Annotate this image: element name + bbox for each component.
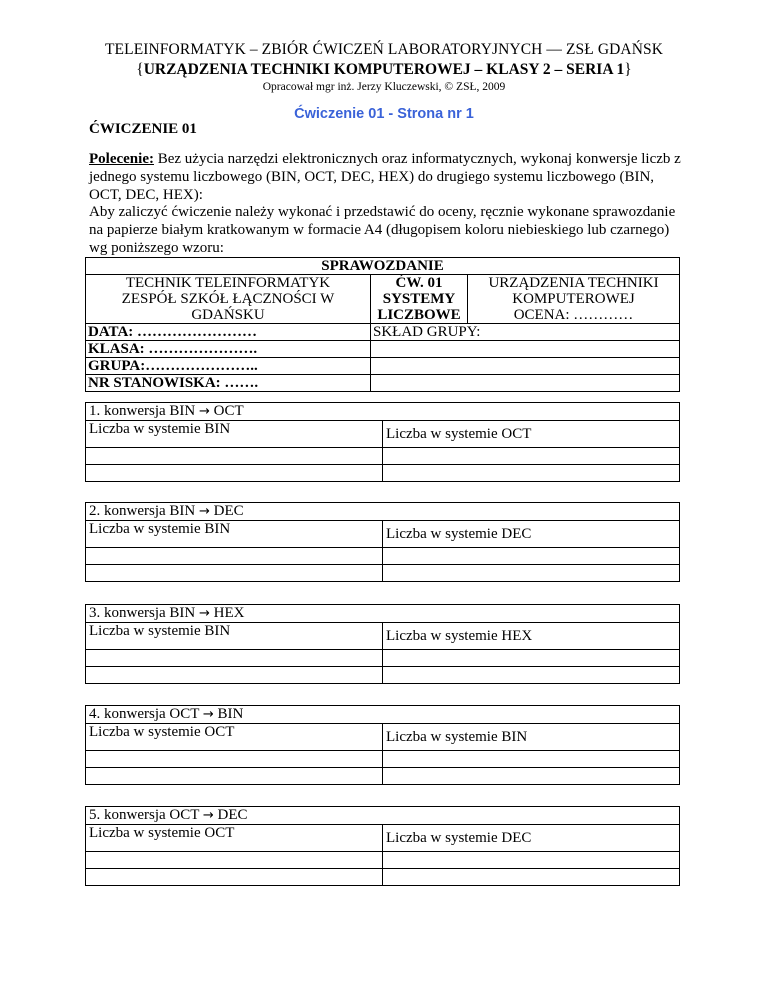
answer-cell — [383, 565, 680, 582]
conversion-block-5 — [85, 806, 680, 886]
school-line: ZESPÓŁ SZKÓŁ ŁĄCZNOŚCI W — [121, 291, 335, 307]
exercise-heading: ĆWICZENIE 01 — [89, 121, 197, 137]
conversion-title-suffix: HEX — [213, 605, 245, 621]
report-group: GRUPA:………………….. — [86, 358, 371, 375]
answer-cell — [86, 869, 383, 886]
conversion-title-prefix: 1. konwersja BIN — [89, 403, 196, 419]
exercise-line: SYSTEMY — [382, 291, 456, 307]
answer-cell — [383, 667, 680, 684]
answer-cell — [86, 465, 383, 482]
exercise-line: LICZBOWE — [377, 307, 461, 323]
right-label-text: Liczba w systemie DEC — [386, 526, 532, 542]
conversion-title-prefix: 2. konwersja BIN — [89, 503, 196, 519]
conversion-title — [86, 605, 680, 623]
school-line: TECHNIK TELEINFORMATYK — [125, 275, 331, 291]
instructions-text-1: Bez użycia narzędzi elektronicznych oraz informatycznych, wykonaj konwersje liczb z jednego systemu liczbowego (BIN, OCT, DEC, HEX) do drugiego systemu liczbowego (BIN, OCT, DEC, HEX): — [89, 151, 681, 203]
right-label-text: Liczba w systemie OCT — [386, 426, 532, 442]
conversion-title-suffix: BIN — [217, 706, 244, 722]
right-label-text: Liczba w systemie HEX — [386, 628, 533, 644]
answer-cell — [383, 751, 680, 768]
answer-cell — [383, 465, 680, 482]
document-header-subject — [0, 61, 768, 79]
arrow-right-icon: → — [202, 707, 214, 722]
conversion-title — [86, 503, 680, 521]
document-header-title: TELEINFORMATYK – ZBIÓR ĆWICZEŃ LABORATORYJNYCH — ZSŁ GDAŃSK — [104, 41, 664, 58]
subject-line: KOMPUTEROWEJ — [512, 291, 635, 307]
report-title: SPRAWOZDANIE — [86, 258, 680, 275]
arrow-right-icon: → — [198, 404, 210, 419]
subject-line: URZĄDZENIA TECHNIKI — [488, 275, 659, 291]
answer-cell — [86, 548, 383, 565]
subject-title: URZĄDZENIA TECHNIKI KOMPUTEROWEJ – KLASY 2 – SERIA 1 — [143, 61, 625, 78]
report-empty-cell — [371, 375, 680, 392]
report-empty-cell — [371, 358, 680, 375]
conversion-title-prefix: 4. konwersja OCT — [89, 706, 200, 722]
brace-close: } — [624, 61, 632, 78]
conversion-block-4 — [85, 705, 680, 785]
brace-open: { — [136, 61, 144, 78]
conversion-block-2 — [85, 502, 680, 582]
report-station: NR STANOWISKA: ……. — [86, 375, 371, 392]
arrow-right-icon: → — [202, 808, 214, 823]
answer-cell — [383, 650, 680, 667]
conversion-left-label: Liczba w systemie BIN — [86, 521, 383, 548]
right-label-text: Liczba w systemie DEC — [386, 830, 532, 846]
answer-cell — [383, 869, 680, 886]
conversion-right-label — [383, 825, 680, 852]
report-school — [86, 275, 371, 324]
conversion-left-label: Liczba w systemie OCT — [86, 825, 383, 852]
conversion-right-label — [383, 421, 680, 448]
answer-cell — [86, 768, 383, 785]
answer-cell — [383, 548, 680, 565]
conversion-title — [86, 807, 680, 825]
arrow-right-icon: → — [198, 504, 210, 519]
right-label-text: Liczba w systemie BIN — [386, 729, 528, 745]
conversion-title-prefix: 5. konwersja OCT — [89, 807, 200, 823]
conversion-right-label — [383, 623, 680, 650]
conversion-left-label: Liczba w systemie OCT — [86, 724, 383, 751]
answer-cell — [383, 768, 680, 785]
school-line: GDAŃSKU — [191, 307, 265, 323]
conversion-right-label — [383, 724, 680, 751]
instructions — [89, 151, 689, 258]
conversion-title-suffix: OCT — [213, 403, 244, 419]
answer-cell — [86, 448, 383, 465]
conversion-left-label: Liczba w systemie BIN — [86, 421, 383, 448]
answer-cell — [86, 565, 383, 582]
report-empty-cell — [371, 341, 680, 358]
conversion-right-label — [383, 521, 680, 548]
conversion-title — [86, 403, 680, 421]
conversion-title-prefix: 3. konwersja BIN — [89, 605, 196, 621]
conversion-title — [86, 706, 680, 724]
page-subtitle: Ćwiczenie 01 - Strona nr 1 — [294, 106, 474, 122]
document-author: Opracował mgr inż. Jerzy Kluczewski, © ZSŁ, 2009 — [262, 81, 506, 93]
report-class: KLASA: …………………. — [86, 341, 371, 358]
answer-cell — [383, 448, 680, 465]
instructions-text-2: Aby zaliczyć ćwiczenie należy wykonać i przedstawić do oceny, ręcznie wykonane sprawozdanie na papierze białym kratkowanym w formacie A4 (długopisem koloru niebieskiego lub czarnego) wg poniższego wzoru: — [89, 204, 676, 256]
arrow-right-icon: → — [198, 606, 210, 621]
instructions-label: Polecenie: — [89, 151, 154, 167]
answer-cell — [86, 667, 383, 684]
report-subject — [468, 275, 680, 324]
answer-cell — [86, 650, 383, 667]
answer-cell — [86, 852, 383, 869]
conversion-block-3 — [85, 604, 680, 684]
answer-cell — [86, 751, 383, 768]
subject-line: OCENA: ………… — [513, 307, 634, 323]
report-group-members: SKŁAD GRUPY: — [371, 324, 680, 341]
report-table — [85, 257, 680, 392]
report-date: DATA: …………………… — [86, 324, 371, 341]
conversion-left-label: Liczba w systemie BIN — [86, 623, 383, 650]
conversion-block-1 — [85, 402, 680, 482]
answer-cell — [383, 852, 680, 869]
report-exercise — [371, 275, 468, 324]
conversion-title-suffix: DEC — [217, 807, 248, 823]
conversion-title-suffix: DEC — [213, 503, 244, 519]
exercise-line: ĆW. 01 — [395, 275, 443, 291]
